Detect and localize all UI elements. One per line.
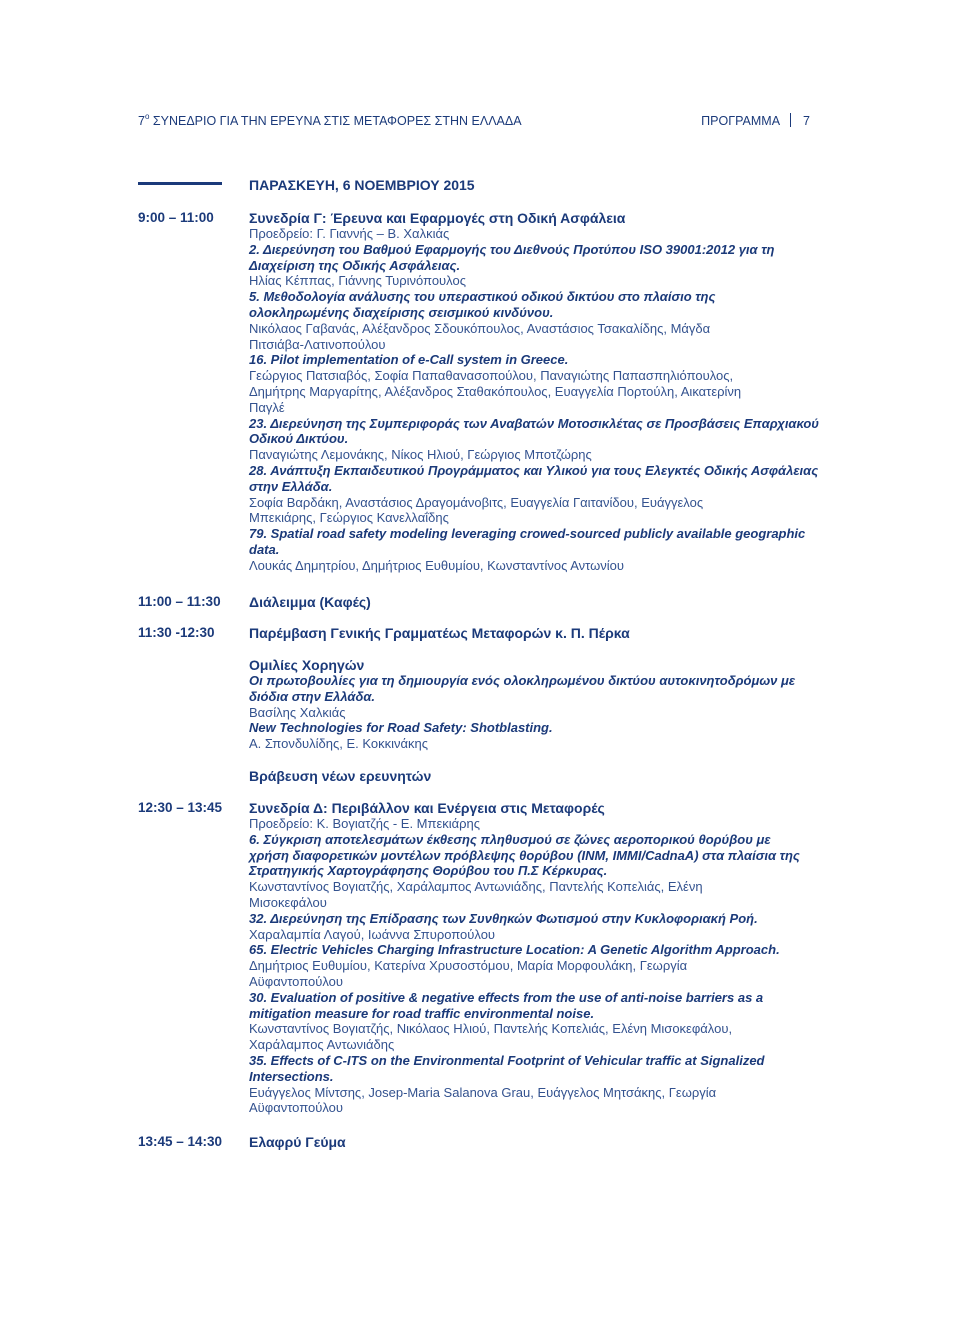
break-time: 11:00 – 11:30 <box>138 594 221 609</box>
paper-title: Διαχείριση της Οδικής Ασφάλειας. <box>249 257 461 273</box>
page-number: 7 <box>803 114 810 128</box>
paper-title: ολοκληρωμένης διαχείρισης σεισμικού κινδύνου. <box>249 304 554 320</box>
paper-title: Intersections. <box>249 1068 334 1084</box>
sponsor-talk-title: διόδια στην Ελλάδα. <box>249 688 376 704</box>
sponsor-talk-author: Βασίλης Χαλκιάς <box>249 704 346 720</box>
day-heading: ΠΑΡΑΣΚΕΥΗ, 6 ΝΟΕΜΒΡΙΟΥ 2015 <box>249 177 475 193</box>
session-g-time: 9:00 – 11:00 <box>138 210 214 225</box>
paper-authors: Ευάγγελος Μίντσης, Josep-Maria Salanova Grau, Ευάγγελος Μητσάκης, Γεωργία <box>249 1084 717 1100</box>
paper-title: 6. Σύγκριση αποτελεσμάτων έκθεσης πληθυσμού σε ζώνες αεροπορικού θορύβου με <box>249 831 771 847</box>
paper-authors: Αϋφαντοπούλου <box>249 1100 343 1116</box>
paper-authors: Χαράλαμπος Αντωνιάδης <box>249 1037 395 1053</box>
paper-authors: Κωνσταντίνος Βογιατζής, Νικόλαος Ηλιού, Παντελής Κοπελιάς, Ελένη Μισοκεφάλου, <box>249 1021 733 1037</box>
paper-authors: Μπεκιάρης, Γεώργιος Κανελλαΐδης <box>249 510 449 526</box>
paper-title: 79. Spatial road safety modeling leveraging crowed-sourced publicly available geographic <box>249 526 806 542</box>
paper-title: 16. Pilot implementation of e-Call system in Greece. <box>249 352 569 368</box>
paper-title: 23. Διερεύνηση της Συμπεριφοράς των Αναβατών Μοτοσικλέτας σε Προσβάσεις Επαρχιακού <box>249 415 819 431</box>
page-header <box>138 113 810 131</box>
paper-title: 35. Effects of C-ITS on the Environmental Footprint of Vehicular traffic at Signalized <box>249 1052 765 1068</box>
session-g-chairs: Προεδρείο: Γ. Γιαννής – Β. Χαλκιάς <box>249 226 450 241</box>
session-g-content <box>249 210 829 574</box>
lunch-time: 13:45 – 14:30 <box>138 1134 223 1149</box>
session-d-chairs: Προεδρείο: Κ. Βογιατζής - Ε. Μπεκιάρης <box>249 816 481 831</box>
paper-authors: Αϋφαντοπούλου <box>249 973 343 989</box>
header-separator <box>790 113 791 127</box>
plenary-title: Παρέμβαση Γενικής Γραμματέως Μεταφορών κ. Π. Πέρκα <box>249 625 630 641</box>
paper-authors: Ηλίας Κέππας, Γιάννης Τυρινόπουλος <box>249 273 466 289</box>
day-rule <box>138 182 222 185</box>
sponsor-talk-title: Οι πρωτοβουλίες για τη δημιουργία ενός ολοκληρωμένου δικτύου αυτοκινητοδρόμων με <box>249 673 796 688</box>
session-d-content <box>249 800 829 1116</box>
paper-title: 2. Διερεύνηση του Βαθμού Εφαρμογής του Διεθνούς Προτύπου ISO 39001:2012 για τη <box>249 241 775 257</box>
paper-title: στην Ελλάδα. <box>249 478 333 494</box>
paper-title: Στρατηγικής Χαρτογράφησης Θορύβου του Π.Σ Κέρκυρας. <box>249 863 608 879</box>
paper-authors: Νικόλαος Γαβανάς, Αλέξανδρος Σδουκόπουλος, Αναστάσιος Τσακαλίδης, Μάγδα <box>249 320 711 336</box>
paper-authors: Σοφία Βαρδάκη, Αναστάσιος Δραγομάνοβιτς, Ευαγγελία Γαιτανίδου, Ευάγγελος <box>249 494 704 510</box>
paper-authors: Δημήτρης Μαργαρίτης, Αλέξανδρος Σταθακόπουλος, Ευαγγελία Πορτούλη, Αικατερίνη <box>249 383 742 399</box>
sponsors-title: Ομιλίες Χορηγών <box>249 657 365 673</box>
paper-authors: Γεώργιος Πατσιαβός, Σοφία Παπαθανασοπούλου, Παναγιώτης Παπασπηλιόπουλος, <box>249 368 734 384</box>
conference-title: $7^o$ ΣΥΝΕΔΡΙΟ ΓΙΑ ΤΗΝ ΕΡΕΥΝΑ ΣΤΙΣ ΜΕΤΑΦΟΡΕΣ ΣΤΗΝ ΕΛΛΑΔΑ <box>138 112 522 129</box>
paper-title: data. <box>249 541 280 557</box>
session-d-title: Συνεδρία Δ: Περιβάλλον και Ενέργεια στις Μεταφορές <box>249 800 605 816</box>
paper-authors: Πιτσιάβα-Λατινοπούλου <box>249 336 386 352</box>
lunch-title: Ελαφρύ Γεύμα <box>249 1134 346 1150</box>
paper-title: Οδικού Δικτύου. <box>249 431 349 447</box>
header-right <box>701 113 810 128</box>
plenary-time: 11:30 -12:30 <box>138 625 215 640</box>
paper-authors: Κωνσταντίνος Βογιατζής, Χαράλαμπος Αντωνιάδης, Παντελής Κοπελιάς, Ελένη <box>249 879 703 895</box>
paper-title: 65. Electric Vehicles Charging Infrastructure Location: A Genetic Algorithm Approach. <box>249 942 780 958</box>
paper-authors: Λουκάς Δημητρίου, Δημήτριος Ευθυμίου, Κωνσταντίνος Αντωνίου <box>249 557 624 573</box>
paper-title: 28. Ανάπτυξη Εκπαιδευτικού Προγράμματος και Υλικού για τους Ελεγκτές Οδικής Ασφάλειας <box>249 462 819 478</box>
session-g-title: Συνεδρία Γ: Έρευνα και Εφαρμογές στη Οδική Ασφάλεια <box>249 210 626 226</box>
sponsor-talk-title: New Technologies for Road Safety: Shotblasting. <box>249 720 553 736</box>
paper-authors: Παναγιώτης Λεμονάκης, Νίκος Ηλιού, Γεώργιος Μποτζώρης <box>249 447 592 463</box>
paper-authors: Χαραλαμπία Λαγού, Ιωάννα Σπυροπούλου <box>249 926 496 942</box>
break-title: Διάλειμμα (Καφές) <box>249 594 371 610</box>
paper-title: mitigation measure for road traffic environmental noise. <box>249 1005 595 1021</box>
session-d-time: 12:30 – 13:45 <box>138 800 223 815</box>
paper-title: χρήση διαφορετικών μοντέλων πρόβλεψης θορύβου (INM, IMMI/CadnaA) στα πλαίσια της <box>249 847 800 863</box>
paper-authors: Δημήτριος Ευθυμίου, Κατερίνα Χρυσοστόμου, Μαρία Μορφουλάκη, Γεωργία <box>249 958 688 974</box>
sponsor-talk-author: Α. Σπονδυλίδης, Ε. Κοκκινάκης <box>249 736 429 752</box>
paper-title: 5. Μεθοδολογία ανάλυσης του υπεραστικού οδικού δικτύου στο πλαίσιο της <box>249 289 716 305</box>
paper-title: 30. Evaluation of positive & negative effects from the use of anti-noise barriers as a <box>249 989 764 1005</box>
section-title: ΠΡΟΓΡΑΜΜΑ <box>701 114 781 128</box>
paper-authors: Παγλέ <box>249 399 285 415</box>
paper-title: 32. Διερεύνηση της Επίδρασης των Συνθηκών Φωτισμού στην Κυκλοφοριακή Ροή. <box>249 910 758 926</box>
awards-title: Βράβευση νέων ερευνητών <box>249 768 432 784</box>
paper-authors: Μισοκεφάλου <box>249 894 327 910</box>
